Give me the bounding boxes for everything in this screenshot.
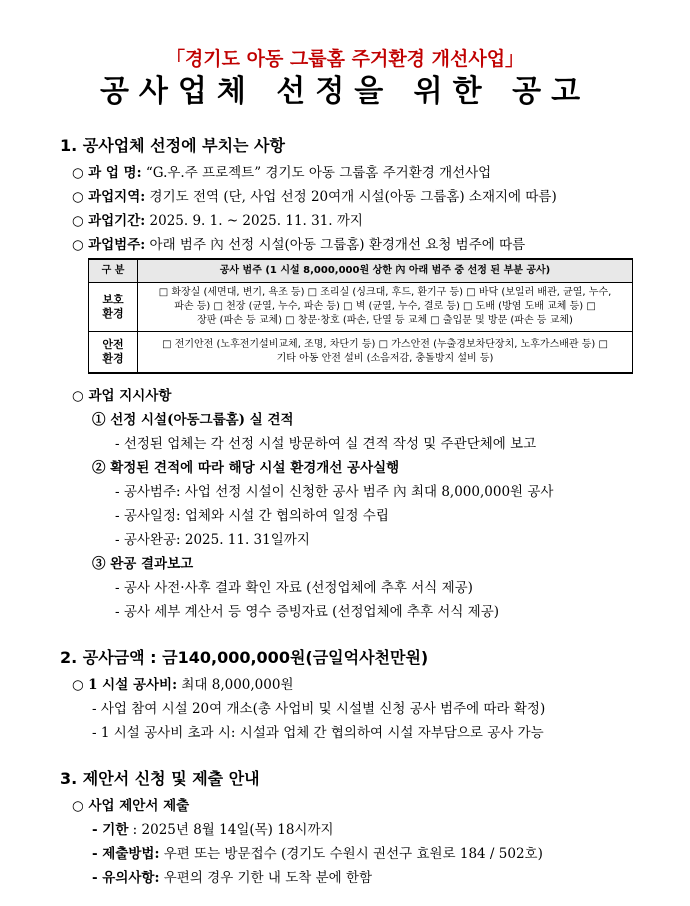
instruction-2-line: - 공사범주: 사업 선정 시설이 신청한 공사 범주 內 최대 8,000,000원 공사 [115,484,554,500]
task-scope-label: 과업범주: [88,237,146,253]
task-name-value: “G.우.주 프로젝트” 경기도 아동 그룹홈 주거환경 개선사업 [145,165,492,181]
document-subtitle: 「경기도 아동 그룹홈 주거환경 개선사업」 [165,48,525,70]
task-name-row [72,161,491,181]
facility-cost-line: - 1 시설 공사비 초과 시: 시설과 업체 간 협의하여 시설 자부담으로 공사 가능 [92,725,544,741]
facility-cost-label: 1 시설 공사비: [88,677,178,693]
facility-cost-row: ○ 1 시설 공사비: 최대 8,000,000원 [72,677,294,693]
scope-table [88,258,633,374]
task-period-value: 2025. 9. 1. ~ 2025. 11. 31. 까지 [149,213,363,229]
task-name-label: 과 업 명: [88,165,142,181]
instruction-3-line: - 공사 사전·사후 결과 확인 자료 (선정업체에 추후 서식 제공) [115,580,473,596]
table-row [89,332,633,374]
task-area-label: 과업지역: [88,189,146,205]
notes-row: - 유의사항: 우편의 경우 기한 내 도착 분에 한함 [92,870,373,886]
section1-heading: 1. 공사업체 선정에 부치는 사항 [60,136,285,155]
instruction-1-title: ① 선정 시설(아동그룹홈) 실 견적 [92,412,294,428]
instruction-2-title: ② 확정된 견적에 따라 해당 시설 환경개선 공사실행 [92,460,400,476]
table-cell-scope: □ 화장실 (세면대, 변기, 욕조 등) □ 조리실 (싱크대, 후드, 환기구 등) □ 바닥 (보일러 배관, 균열, 누수, 파손 등) □ 천장 (균열, 누수, 파손 등) □ 벽 (균열, 누수, 결로 등) □ 도배 (방염 도배 교체 등) □ 장판 (파손 등 교체) □ 창문·창호 (파손, 단열 등 교체 □ 출입문 및 방문 (파손 등 교체) [138,283,633,332]
table-cell-scope: □ 전기안전 (노후전기설비교체, 조명, 차단기 등) □ 가스안전 (누출경보차단장치, 노후가스배관 등) □ 기타 아동 안전 설비 (소음저감, 충돌방지 설비 등) [138,332,633,374]
instruction-3-title: ③ 완공 결과보고 [92,556,194,572]
instruction-3-line: - 공사 세부 계산서 등 영수 증빙자료 (선정업체에 추후 서식 제공) [115,604,500,620]
bullet: ○ [72,165,84,181]
section2-heading: 2. 공사금액 : 금140,000,000원(금일억사천만원) [60,648,429,667]
instruction-2-line: - 공사일정: 업체와 시설 간 협의하여 일정 수립 [115,508,389,524]
instructions-heading: ○ 과업 지시사항 [72,388,172,404]
facility-cost-line: - 사업 참여 시설 20여 개소(총 사업비 및 시설별 신청 공사 범주에 따라 확정) [92,701,546,717]
task-period-label: 과업기간: [88,213,146,229]
table-header-scope: 공사 범주 (1 시설 8,000,000원 상한 內 아래 범주 중 선정 된 부분 공사) [138,259,633,283]
submission-method-row: - 제출방법: 우편 또는 방문접수 (경기도 수원시 권선구 효원로 184 / 502호) [92,846,543,862]
task-area-row [72,185,557,205]
table-cell-category: 안전 환경 [89,332,138,374]
bullet: ○ [72,213,84,229]
instruction-2-line: - 공사완공: 2025. 11. 31일까지 [115,532,310,548]
document-title: 공사업체 선정을 위한 공고 [99,74,591,109]
proposal-heading: ○ 사업 제안서 제출 [72,798,190,814]
task-scope-row [72,233,525,253]
table-header-category: 구 분 [89,259,138,283]
task-area-value: 경기도 전역 (단, 사업 선정 20여개 시설(아동 그룹홈) 소재지에 따름) [149,189,557,205]
facility-cost-value: 최대 8,000,000원 [181,677,294,693]
deadline-row: - 기한 : 2025년 8월 14일(목) 18시까지 [92,822,334,838]
instruction-1-line: - 선정된 업체는 각 선정 시설 방문하여 실 견적 작성 및 주관단체에 보고 [115,436,537,452]
table-row [89,283,633,332]
bullet: ○ [72,189,84,205]
bullet: ○ [72,237,84,253]
task-scope-value: 아래 범주 內 선정 시설(아동 그룹홈) 환경개선 요청 범주에 따름 [149,237,526,253]
task-period-row [72,209,363,229]
table-cell-category: 보호 환경 [89,283,138,332]
table-header-row [89,259,633,283]
section3-heading: 3. 제안서 신청 및 제출 안내 [60,769,260,788]
